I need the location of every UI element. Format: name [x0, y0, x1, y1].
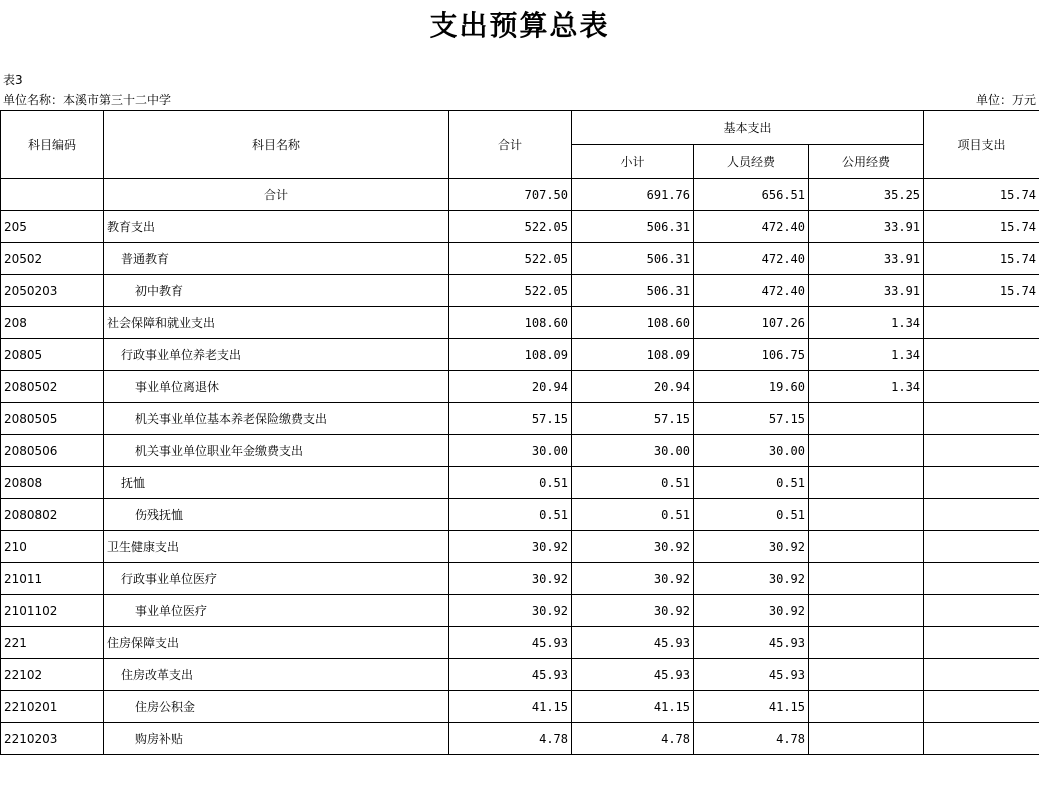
row-total: 45.93	[449, 627, 572, 659]
table-row	[1, 371, 1039, 403]
row-code: 2101102	[1, 595, 104, 627]
row-personnel: 41.15	[694, 691, 809, 723]
row-name: 合计	[104, 179, 449, 211]
table-row	[1, 563, 1039, 595]
row-code: 2210201	[1, 691, 104, 723]
row-public	[809, 563, 924, 595]
row-personnel: 45.93	[694, 627, 809, 659]
row-total: 30.92	[449, 531, 572, 563]
row-total: 45.93	[449, 659, 572, 691]
row-personnel: 45.93	[694, 659, 809, 691]
row-code: 2080502	[1, 371, 104, 403]
row-total: 522.05	[449, 211, 572, 243]
row-public	[809, 627, 924, 659]
row-project: 15.74	[924, 211, 1039, 243]
row-personnel: 57.15	[694, 403, 809, 435]
row-public	[809, 595, 924, 627]
table-row	[1, 659, 1039, 691]
row-name: 购房补贴	[104, 723, 449, 755]
row-code: 20808	[1, 467, 104, 499]
row-subtotal: 57.15	[572, 403, 694, 435]
table-row	[1, 531, 1039, 563]
row-project	[924, 371, 1039, 403]
row-project	[924, 627, 1039, 659]
row-code: 205	[1, 211, 104, 243]
row-personnel: 106.75	[694, 339, 809, 371]
row-total: 0.51	[449, 499, 572, 531]
row-personnel: 107.26	[694, 307, 809, 339]
table-row	[1, 467, 1039, 499]
row-personnel: 472.40	[694, 243, 809, 275]
row-project	[924, 531, 1039, 563]
row-subtotal: 30.00	[572, 435, 694, 467]
row-name: 机关事业单位职业年金缴费支出	[104, 435, 449, 467]
table-row	[1, 435, 1039, 467]
row-subtotal: 0.51	[572, 467, 694, 499]
row-name: 事业单位离退休	[104, 371, 449, 403]
table-row	[1, 275, 1039, 307]
row-project	[924, 563, 1039, 595]
row-subtotal: 108.60	[572, 307, 694, 339]
table-row	[1, 403, 1039, 435]
table-row	[1, 339, 1039, 371]
table-row	[1, 595, 1039, 627]
row-personnel: 30.92	[694, 595, 809, 627]
row-public: 1.34	[809, 307, 924, 339]
row-name: 行政事业单位医疗	[104, 563, 449, 595]
row-public	[809, 499, 924, 531]
table-row	[1, 307, 1039, 339]
expenditure-budget-table	[0, 110, 1039, 755]
row-code: 2080505	[1, 403, 104, 435]
table-row	[1, 627, 1039, 659]
row-name: 住房改革支出	[104, 659, 449, 691]
table-row	[1, 179, 1039, 211]
row-project	[924, 339, 1039, 371]
row-personnel: 656.51	[694, 179, 809, 211]
row-name: 住房保障支出	[104, 627, 449, 659]
table-row	[1, 499, 1039, 531]
row-name: 教育支出	[104, 211, 449, 243]
row-project	[924, 499, 1039, 531]
header-row	[1, 111, 1039, 145]
row-subtotal: 41.15	[572, 691, 694, 723]
row-public	[809, 531, 924, 563]
row-project: 15.74	[924, 275, 1039, 307]
row-code: 2050203	[1, 275, 104, 307]
row-subtotal: 506.31	[572, 211, 694, 243]
row-project	[924, 595, 1039, 627]
table-row	[1, 243, 1039, 275]
row-name: 社会保障和就业支出	[104, 307, 449, 339]
row-total: 522.05	[449, 243, 572, 275]
row-code: 210	[1, 531, 104, 563]
row-project	[924, 723, 1039, 755]
row-total: 30.92	[449, 563, 572, 595]
row-personnel: 4.78	[694, 723, 809, 755]
table-number: 表3	[3, 73, 23, 87]
row-subtotal: 20.94	[572, 371, 694, 403]
row-public	[809, 467, 924, 499]
row-public	[809, 723, 924, 755]
row-subtotal: 30.92	[572, 531, 694, 563]
row-personnel: 472.40	[694, 211, 809, 243]
header-name: 科目名称	[104, 111, 449, 179]
row-public: 35.25	[809, 179, 924, 211]
row-name: 事业单位医疗	[104, 595, 449, 627]
row-total: 522.05	[449, 275, 572, 307]
row-code: 208	[1, 307, 104, 339]
row-subtotal: 506.31	[572, 275, 694, 307]
row-personnel: 30.00	[694, 435, 809, 467]
row-total: 108.60	[449, 307, 572, 339]
row-name: 行政事业单位养老支出	[104, 339, 449, 371]
row-total: 108.09	[449, 339, 572, 371]
header-total: 合计	[449, 111, 572, 179]
row-code: 221	[1, 627, 104, 659]
row-subtotal: 30.92	[572, 563, 694, 595]
row-personnel: 19.60	[694, 371, 809, 403]
row-subtotal: 4.78	[572, 723, 694, 755]
row-public: 1.34	[809, 371, 924, 403]
row-total: 4.78	[449, 723, 572, 755]
row-public: 33.91	[809, 275, 924, 307]
row-code: 2080802	[1, 499, 104, 531]
row-public	[809, 691, 924, 723]
row-public	[809, 403, 924, 435]
row-project	[924, 403, 1039, 435]
row-project	[924, 435, 1039, 467]
row-total: 707.50	[449, 179, 572, 211]
row-total: 0.51	[449, 467, 572, 499]
header-personnel: 人员经费	[694, 145, 809, 179]
row-code: 2210203	[1, 723, 104, 755]
header-public: 公用经费	[809, 145, 924, 179]
row-name: 普通教育	[104, 243, 449, 275]
row-code: 20502	[1, 243, 104, 275]
row-name: 机关事业单位基本养老保险缴费支出	[104, 403, 449, 435]
row-project: 15.74	[924, 243, 1039, 275]
row-subtotal: 45.93	[572, 627, 694, 659]
row-total: 20.94	[449, 371, 572, 403]
row-total: 41.15	[449, 691, 572, 723]
row-personnel: 30.92	[694, 531, 809, 563]
row-code: 20805	[1, 339, 104, 371]
header-basic: 基本支出	[572, 111, 924, 145]
row-project	[924, 467, 1039, 499]
page-title: 支出预算总表	[429, 9, 610, 42]
row-name: 卫生健康支出	[104, 531, 449, 563]
row-subtotal: 691.76	[572, 179, 694, 211]
row-project: 15.74	[924, 179, 1039, 211]
row-public	[809, 435, 924, 467]
row-subtotal: 108.09	[572, 339, 694, 371]
row-name: 初中教育	[104, 275, 449, 307]
row-subtotal: 45.93	[572, 659, 694, 691]
row-code: 2080506	[1, 435, 104, 467]
row-public	[809, 659, 924, 691]
row-public: 33.91	[809, 211, 924, 243]
row-personnel: 0.51	[694, 499, 809, 531]
row-name: 住房公积金	[104, 691, 449, 723]
header-subtotal: 小计	[572, 145, 694, 179]
row-project	[924, 307, 1039, 339]
header-code: 科目编码	[1, 111, 104, 179]
header-project: 项目支出	[924, 111, 1039, 179]
row-project	[924, 659, 1039, 691]
row-name: 伤残抚恤	[104, 499, 449, 531]
row-personnel: 0.51	[694, 467, 809, 499]
row-name: 抚恤	[104, 467, 449, 499]
row-personnel: 30.92	[694, 563, 809, 595]
table-body	[1, 179, 1039, 755]
row-total: 30.92	[449, 595, 572, 627]
row-total: 57.15	[449, 403, 572, 435]
row-public: 1.34	[809, 339, 924, 371]
row-total: 30.00	[449, 435, 572, 467]
row-subtotal: 0.51	[572, 499, 694, 531]
table-row	[1, 723, 1039, 755]
row-code	[1, 179, 104, 211]
currency-unit: 单位：万元	[975, 93, 1036, 107]
row-code: 22102	[1, 659, 104, 691]
unit-name: 单位名称：本溪市第三十二中学	[3, 93, 172, 107]
row-subtotal: 30.92	[572, 595, 694, 627]
row-public: 33.91	[809, 243, 924, 275]
row-subtotal: 506.31	[572, 243, 694, 275]
row-code: 21011	[1, 563, 104, 595]
table-row	[1, 691, 1039, 723]
row-personnel: 472.40	[694, 275, 809, 307]
row-project	[924, 691, 1039, 723]
table-row	[1, 211, 1039, 243]
